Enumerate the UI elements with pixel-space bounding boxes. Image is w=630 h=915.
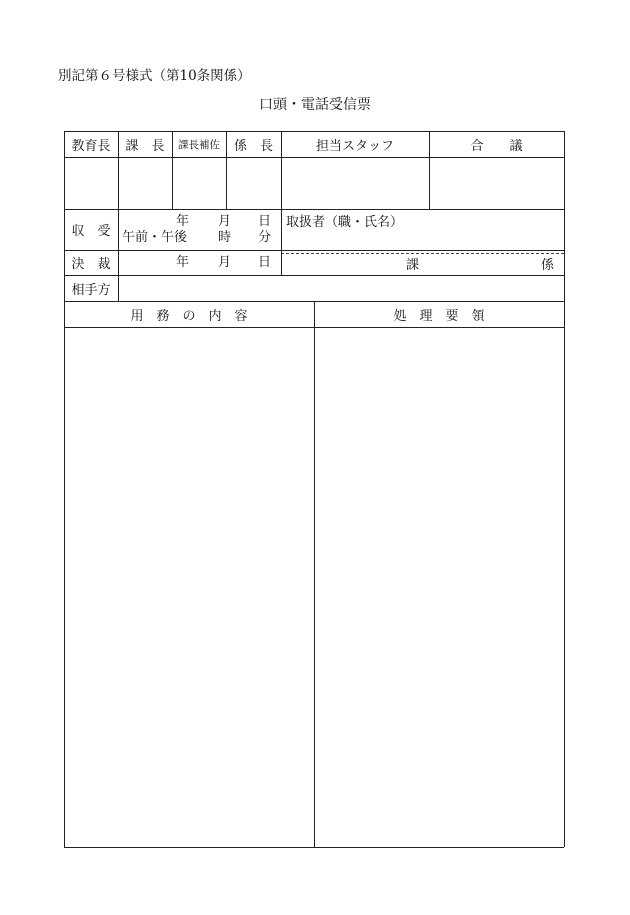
handler-label: 取扱者（職・氏名） <box>286 215 404 230</box>
rule-handler-dashed <box>281 253 564 254</box>
decision-label: 決 裁 <box>71 257 111 272</box>
receipt-ampm: 午前・午後 <box>122 230 188 245</box>
header-kacho: 課 長 <box>125 138 165 154</box>
rule-decision <box>64 275 564 276</box>
rule-approval-header <box>64 157 564 158</box>
receipt-month: 月 <box>218 214 232 229</box>
decision-month: 月 <box>218 255 232 270</box>
decision-day: 日 <box>258 255 272 270</box>
decision-kakari: 係 <box>541 258 555 273</box>
header-tanto-staff: 担当スタッフ <box>315 138 394 154</box>
receipt-hour: 時 <box>218 230 232 245</box>
processing-header: 処 理 要 領 <box>393 308 485 324</box>
decision-year: 年 <box>176 255 190 270</box>
receipt-label: 収 受 <box>71 224 111 239</box>
business-content-header: 用 務 の 内 容 <box>130 308 248 324</box>
form-title: 口頭・電話受信票 <box>259 97 371 113</box>
receipt-minute: 分 <box>258 230 272 245</box>
table-border-bottom <box>64 847 564 848</box>
receipt-year: 年 <box>176 214 190 229</box>
header-kakaricho: 係 長 <box>233 138 273 154</box>
rule-approval-stamps <box>64 209 564 210</box>
table-border-right <box>564 131 565 847</box>
rule-receipt <box>64 250 564 251</box>
header-kyoikucho: 教育長 <box>71 138 111 154</box>
receipt-day: 日 <box>258 214 272 229</box>
header-kacho-hosa: 課長補佐 <box>178 138 220 151</box>
header-gogi: 合 議 <box>470 138 523 154</box>
decision-ka: 課 <box>406 258 420 273</box>
rule-content-divider <box>314 301 315 847</box>
counterpart-label: 相手方 <box>71 282 111 298</box>
form-caption: 別記第６号様式（第10条関係） <box>58 68 251 84</box>
